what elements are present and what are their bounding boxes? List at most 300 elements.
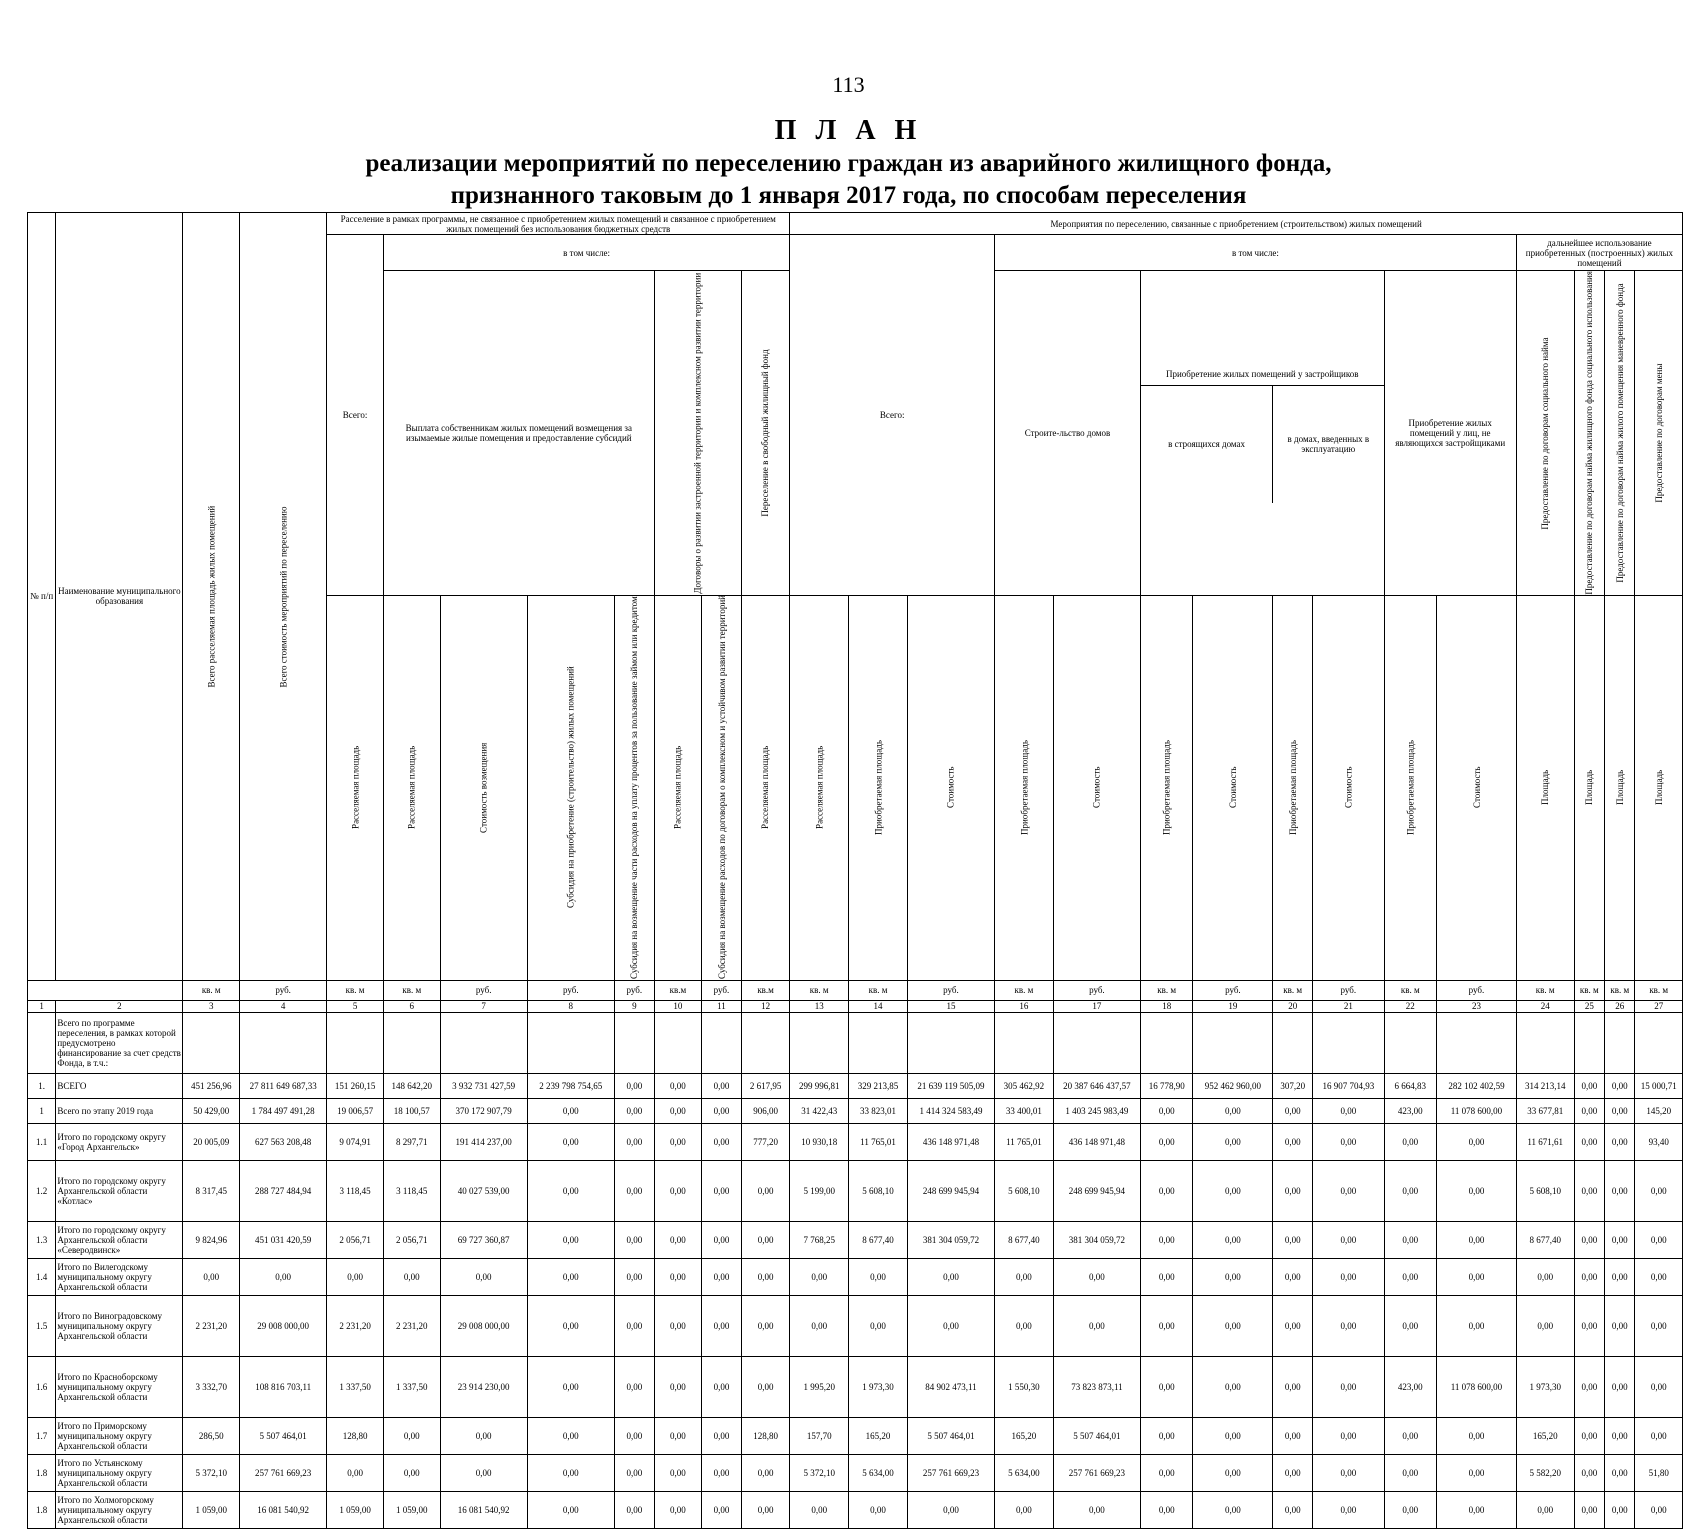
- row-value: 436 148 971,48: [1053, 1123, 1140, 1160]
- row-value: 2 239 798 754,65: [527, 1073, 614, 1098]
- row-value: 0,00: [527, 1098, 614, 1123]
- row-value: 305 462,92: [995, 1073, 1054, 1098]
- header-sub-25: Площадь: [1574, 595, 1604, 980]
- row-value: 1 059,00: [183, 1491, 240, 1528]
- row-value: 3 118,45: [383, 1160, 440, 1221]
- unit-cell: руб.: [1053, 980, 1140, 1000]
- resettlement-plan-table: [27, 212, 1683, 1529]
- row-number: 1.8: [28, 1491, 56, 1528]
- row-value: 7 768,25: [790, 1221, 849, 1258]
- row-value: 257 761 669,23: [240, 1454, 327, 1491]
- unit-cell: кв. м: [1635, 980, 1683, 1000]
- row-value: 8 677,40: [849, 1221, 908, 1258]
- row-name: Итого по Приморскому муниципальному округу Архангельской области: [56, 1417, 183, 1454]
- row-value: [1516, 1012, 1574, 1073]
- row-value: 29 008 000,00: [240, 1295, 327, 1356]
- row-value: 0,00: [527, 1417, 614, 1454]
- row-value: 73 823 873,11: [1053, 1356, 1140, 1417]
- row-value: 0,00: [1273, 1356, 1313, 1417]
- row-value: 288 727 484,94: [240, 1160, 327, 1221]
- row-value: 0,00: [1437, 1491, 1517, 1528]
- row-value: 2 231,20: [183, 1295, 240, 1356]
- header-b-dev-exist: в домах, введенных в эксплуатацию: [1287, 434, 1370, 455]
- row-value: 0,00: [1574, 1258, 1604, 1295]
- row-value: 0,00: [1273, 1491, 1313, 1528]
- unit-cell: кв. м: [1140, 980, 1193, 1000]
- unit-cell: руб.: [907, 980, 994, 1000]
- row-value: 0,00: [702, 1221, 742, 1258]
- row-value: 0,00: [1574, 1098, 1604, 1123]
- row-value: 50 429,00: [183, 1098, 240, 1123]
- row-name: Всего по программе переселения, в рамках которой предусмотрено финансирование за счет средств Фонда, в т.ч.:: [56, 1012, 183, 1073]
- row-value: 10 930,18: [790, 1123, 849, 1160]
- row-value: 0,00: [1437, 1417, 1517, 1454]
- row-value: 0,00: [1193, 1123, 1273, 1160]
- unit-cell: кв. м: [1516, 980, 1574, 1000]
- row-value: 0,00: [741, 1356, 789, 1417]
- column-number: 17: [1053, 1000, 1140, 1012]
- row-value: 5 372,10: [790, 1454, 849, 1491]
- column-number: 23: [1437, 1000, 1517, 1012]
- row-value: 3 932 731 427,59: [440, 1073, 527, 1098]
- row-value: 423,00: [1384, 1098, 1437, 1123]
- row-value: 0,00: [1273, 1098, 1313, 1123]
- row-value: 8 677,40: [1516, 1221, 1574, 1258]
- row-value: 0,00: [1635, 1356, 1683, 1417]
- row-value: 1 337,50: [383, 1356, 440, 1417]
- row-value: 0,00: [654, 1417, 701, 1454]
- row-value: 5 634,00: [995, 1454, 1054, 1491]
- header-b-dev-new: в строящихся домах: [1141, 386, 1273, 503]
- row-value: 0,00: [383, 1417, 440, 1454]
- row-value: 314 213,14: [1516, 1073, 1574, 1098]
- row-value: 5 608,10: [1516, 1160, 1574, 1221]
- unit-cell: руб.: [1193, 980, 1273, 1000]
- row-value: 0,00: [1313, 1491, 1384, 1528]
- row-value: 0,00: [1140, 1123, 1193, 1160]
- row-value: 0,00: [614, 1123, 654, 1160]
- header-a-contracts: Договоры о развитии застроенной территории и комплексном развитии территории: [654, 271, 741, 596]
- row-value: 0,00: [1313, 1258, 1384, 1295]
- row-value: 1 337,50: [327, 1356, 384, 1417]
- row-value: 0,00: [1605, 1356, 1635, 1417]
- column-number: 1: [28, 1000, 56, 1012]
- column-number: 4: [240, 1000, 327, 1012]
- row-value: 0,00: [1384, 1295, 1437, 1356]
- unit-cell: руб.: [440, 980, 527, 1000]
- row-name: Итого по Холмогорскому муниципальному округу Архангельской области: [56, 1491, 183, 1528]
- row-value: 329 213,85: [849, 1073, 908, 1098]
- header-sub-8: Субсидия на приобретение (строительство) жилых помещений: [527, 595, 614, 980]
- row-value: 0,00: [702, 1295, 742, 1356]
- row-value: [1053, 1012, 1140, 1073]
- row-value: 9 824,96: [183, 1221, 240, 1258]
- row-value: 0,00: [527, 1258, 614, 1295]
- row-value: 0,00: [849, 1258, 908, 1295]
- header-sub-24: Площадь: [1516, 595, 1574, 980]
- row-value: 0,00: [1313, 1454, 1384, 1491]
- row-value: 0,00: [1384, 1221, 1437, 1258]
- row-value: [327, 1012, 384, 1073]
- row-value: 3 332,70: [183, 1356, 240, 1417]
- row-value: [849, 1012, 908, 1073]
- row-value: 16 081 540,92: [440, 1491, 527, 1528]
- row-value: 0,00: [702, 1454, 742, 1491]
- row-value: 451 256,96: [183, 1073, 240, 1098]
- row-value: 0,00: [1313, 1221, 1384, 1258]
- header-sub-22: Приобретаемая площадь: [1384, 595, 1437, 980]
- column-number: 14: [849, 1000, 908, 1012]
- column-number: 18: [1140, 1000, 1193, 1012]
- header-sub-6: Расселяемая площадь: [383, 595, 440, 980]
- row-value: 1 403 245 983,49: [1053, 1098, 1140, 1123]
- table-row: [28, 1160, 1683, 1221]
- document-subtitle-line2: признанного таковым до 1 января 2017 года, по способам переселения: [450, 182, 1247, 209]
- row-value: 16 778,90: [1140, 1073, 1193, 1098]
- column-number: 7: [440, 1000, 527, 1012]
- row-value: 307,20: [1273, 1073, 1313, 1098]
- row-value: [654, 1012, 701, 1073]
- row-value: 627 563 208,48: [240, 1123, 327, 1160]
- row-value: 0,00: [1384, 1491, 1437, 1528]
- column-number: 25: [1574, 1000, 1604, 1012]
- row-value: 952 462 960,00: [1193, 1073, 1273, 1098]
- row-value: 0,00: [1140, 1295, 1193, 1356]
- row-value: 436 148 971,48: [907, 1123, 994, 1160]
- row-number: 1.8: [28, 1454, 56, 1491]
- row-value: 0,00: [702, 1098, 742, 1123]
- row-value: 69 727 360,87: [440, 1221, 527, 1258]
- table-row: [28, 1417, 1683, 1454]
- row-value: 0,00: [1437, 1295, 1517, 1356]
- row-value: 0,00: [527, 1356, 614, 1417]
- header-sub-27: Площадь: [1635, 595, 1683, 980]
- unit-cell: руб.: [240, 980, 327, 1000]
- row-value: 0,00: [1384, 1160, 1437, 1221]
- column-number: 8: [527, 1000, 614, 1012]
- row-value: 11 671,61: [1516, 1123, 1574, 1160]
- row-value: 1 059,00: [327, 1491, 384, 1528]
- header-sub-23: Стоимость: [1437, 595, 1517, 980]
- table-row: [28, 1098, 1683, 1123]
- row-value: [1273, 1012, 1313, 1073]
- row-value: 777,20: [741, 1123, 789, 1160]
- row-value: 2 617,95: [741, 1073, 789, 1098]
- row-value: 0,00: [741, 1491, 789, 1528]
- row-value: 20 387 646 437,57: [1053, 1073, 1140, 1098]
- row-value: 165,20: [1516, 1417, 1574, 1454]
- header-further-4: Предоставление по договорам мены: [1635, 271, 1683, 596]
- header-further-1: Предоставление по договорам социального найма: [1516, 271, 1574, 596]
- row-number: 1.: [28, 1073, 56, 1098]
- row-value: 31 422,43: [790, 1098, 849, 1123]
- row-value: 1 973,30: [1516, 1356, 1574, 1417]
- row-value: 0,00: [654, 1123, 701, 1160]
- table-row: [28, 1012, 1683, 1073]
- row-value: 0,00: [790, 1258, 849, 1295]
- row-name: Итого по Устьянскому муниципальному округу Архангельской области: [56, 1454, 183, 1491]
- row-value: 0,00: [702, 1491, 742, 1528]
- row-value: 0,00: [995, 1491, 1054, 1528]
- row-value: 5 507 464,01: [240, 1417, 327, 1454]
- document-subtitle-line1: реализации мероприятий по переселению граждан из аварийного жилищного фонда,: [365, 150, 1332, 177]
- row-value: 0,00: [1140, 1160, 1193, 1221]
- header-name: Наименование муниципального образования: [56, 213, 183, 981]
- row-value: 0,00: [654, 1258, 701, 1295]
- row-value: 0,00: [1574, 1123, 1604, 1160]
- row-value: 0,00: [1437, 1123, 1517, 1160]
- header-sub-19: Стоимость: [1193, 595, 1273, 980]
- column-number: 22: [1384, 1000, 1437, 1012]
- column-number: 24: [1516, 1000, 1574, 1012]
- table-row: [28, 1491, 1683, 1528]
- row-value: 0,00: [1574, 1417, 1604, 1454]
- row-value: 2 056,71: [327, 1221, 384, 1258]
- row-value: 0,00: [440, 1417, 527, 1454]
- row-value: 248 699 945,94: [907, 1160, 994, 1221]
- table-row: [28, 1356, 1683, 1417]
- unit-cell: руб.: [527, 980, 614, 1000]
- row-value: 0,00: [1193, 1454, 1273, 1491]
- column-number: 15: [907, 1000, 994, 1012]
- row-value: 0,00: [702, 1258, 742, 1295]
- row-value: 0,00: [790, 1295, 849, 1356]
- row-value: 0,00: [1605, 1123, 1635, 1160]
- unit-cell: кв. м: [327, 980, 384, 1000]
- header-b-developers: Приобретение жилых помещений у застройщиков: [1141, 363, 1384, 386]
- row-value: [1635, 1012, 1683, 1073]
- row-value: 0,00: [1313, 1098, 1384, 1123]
- row-value: 0,00: [907, 1258, 994, 1295]
- row-number: 1.3: [28, 1221, 56, 1258]
- row-value: 0,00: [1605, 1098, 1635, 1123]
- row-value: 0,00: [1574, 1295, 1604, 1356]
- header-sub-5: Расселяемая площадь: [327, 595, 384, 980]
- header-sub-12: Расселяемая площадь: [741, 595, 789, 980]
- row-value: 128,80: [327, 1417, 384, 1454]
- row-value: 0,00: [702, 1356, 742, 1417]
- row-value: 282 102 402,59: [1437, 1073, 1517, 1098]
- row-number: 1.4: [28, 1258, 56, 1295]
- document-title: П Л А Н: [774, 115, 923, 146]
- row-value: 23 914 230,00: [440, 1356, 527, 1417]
- row-value: 20 005,09: [183, 1123, 240, 1160]
- row-value: 0,00: [1140, 1221, 1193, 1258]
- row-value: 0,00: [1273, 1123, 1313, 1160]
- row-value: 9 074,91: [327, 1123, 384, 1160]
- unit-cell: кв. м: [849, 980, 908, 1000]
- column-number: 19: [1193, 1000, 1273, 1012]
- column-number: 5: [327, 1000, 384, 1012]
- row-value: 0,00: [383, 1258, 440, 1295]
- row-value: 0,00: [1516, 1295, 1574, 1356]
- row-value: 16 081 540,92: [240, 1491, 327, 1528]
- row-value: 0,00: [741, 1258, 789, 1295]
- row-value: 0,00: [1193, 1491, 1273, 1528]
- row-value: 5 199,00: [790, 1160, 849, 1221]
- row-value: 0,00: [1053, 1258, 1140, 1295]
- row-value: 0,00: [614, 1454, 654, 1491]
- row-value: 0,00: [1605, 1491, 1635, 1528]
- row-value: [383, 1012, 440, 1073]
- row-value: 257 761 669,23: [1053, 1454, 1140, 1491]
- row-value: 0,00: [1273, 1295, 1313, 1356]
- row-value: 0,00: [527, 1454, 614, 1491]
- row-value: 0,00: [1574, 1160, 1604, 1221]
- unit-cell: кв. м: [1384, 980, 1437, 1000]
- row-value: 0,00: [1516, 1491, 1574, 1528]
- row-value: 0,00: [1605, 1160, 1635, 1221]
- row-value: 2 231,20: [383, 1295, 440, 1356]
- column-number: 10: [654, 1000, 701, 1012]
- row-value: 0,00: [849, 1295, 908, 1356]
- row-value: [790, 1012, 849, 1073]
- row-value: [1193, 1012, 1273, 1073]
- row-value: 381 304 059,72: [907, 1221, 994, 1258]
- table-row: [28, 1123, 1683, 1160]
- header-sub-26: Площадь: [1605, 595, 1635, 980]
- unit-cell: руб.: [614, 980, 654, 1000]
- table-row: [28, 1295, 1683, 1356]
- column-number: 12: [741, 1000, 789, 1012]
- row-value: 0,00: [654, 1098, 701, 1123]
- row-name: Итого по Красноборскому муниципальному округу Архангельской области: [56, 1356, 183, 1417]
- row-name: Всего по этапу 2019 года: [56, 1098, 183, 1123]
- row-value: 21 639 119 505,09: [907, 1073, 994, 1098]
- row-value: 0,00: [654, 1454, 701, 1491]
- row-value: 0,00: [1273, 1417, 1313, 1454]
- row-number: 1.5: [28, 1295, 56, 1356]
- row-value: 0,00: [1635, 1295, 1683, 1356]
- header-sub-14: Приобретаемая площадь: [849, 595, 908, 980]
- row-value: 423,00: [1384, 1356, 1437, 1417]
- row-value: 0,00: [1635, 1417, 1683, 1454]
- row-value: 0,00: [790, 1491, 849, 1528]
- row-value: 0,00: [654, 1491, 701, 1528]
- row-value: 370 172 907,79: [440, 1098, 527, 1123]
- header-further-use: дальнейшее использование приобретенных (построенных) жилых помещений: [1516, 235, 1682, 271]
- row-value: 0,00: [849, 1491, 908, 1528]
- column-number: 3: [183, 1000, 240, 1012]
- row-value: 151 260,15: [327, 1073, 384, 1098]
- row-value: 0,00: [654, 1356, 701, 1417]
- row-value: 8 317,45: [183, 1160, 240, 1221]
- row-value: 8 677,40: [995, 1221, 1054, 1258]
- row-value: 381 304 059,72: [1053, 1221, 1140, 1258]
- unit-cell: кв. м: [383, 980, 440, 1000]
- row-value: 93,40: [1635, 1123, 1683, 1160]
- row-value: 0,00: [741, 1454, 789, 1491]
- row-value: 0,00: [1193, 1417, 1273, 1454]
- row-value: 0,00: [1635, 1160, 1683, 1221]
- row-value: 5 507 464,01: [907, 1417, 994, 1454]
- header-a-free-fund: Переселение в свободный жилищный фонд: [741, 271, 789, 596]
- row-value: 0,00: [527, 1221, 614, 1258]
- header-total-cost: Всего стоимость мероприятий по переселению: [240, 213, 327, 981]
- row-value: 0,00: [1437, 1160, 1517, 1221]
- row-value: 33 400,01: [995, 1098, 1054, 1123]
- column-number: 6: [383, 1000, 440, 1012]
- row-value: 257 761 669,23: [907, 1454, 994, 1491]
- header-b-build: Строите-льство домов: [995, 271, 1141, 596]
- header-sub-20: Приобретаемая площадь: [1273, 595, 1313, 980]
- row-value: 0,00: [1605, 1073, 1635, 1098]
- row-name: Итого по городскому округу Архангельской области «Котлас»: [56, 1160, 183, 1221]
- row-value: 0,00: [741, 1295, 789, 1356]
- row-value: [183, 1012, 240, 1073]
- row-value: 5 634,00: [849, 1454, 908, 1491]
- row-value: 0,00: [741, 1160, 789, 1221]
- row-value: 0,00: [1193, 1258, 1273, 1295]
- row-value: 0,00: [1574, 1491, 1604, 1528]
- row-value: 11 078 600,00: [1437, 1098, 1517, 1123]
- row-number: [28, 1012, 56, 1073]
- row-value: [741, 1012, 789, 1073]
- header-no: № п/п: [28, 213, 56, 981]
- column-number: 21: [1313, 1000, 1384, 1012]
- row-value: 40 027 539,00: [440, 1160, 527, 1221]
- row-value: [440, 1012, 527, 1073]
- row-value: 0,00: [614, 1295, 654, 1356]
- row-value: 451 031 420,59: [240, 1221, 327, 1258]
- row-value: 33 677,81: [1516, 1098, 1574, 1123]
- row-value: 0,00: [440, 1454, 527, 1491]
- row-value: 5 608,10: [995, 1160, 1054, 1221]
- row-value: 0,00: [1574, 1221, 1604, 1258]
- row-value: 0,00: [614, 1356, 654, 1417]
- row-value: 84 902 473,11: [907, 1356, 994, 1417]
- row-value: 0,00: [1140, 1258, 1193, 1295]
- row-name: Итого по городскому округу «Город Архангельск»: [56, 1123, 183, 1160]
- row-value: 0,00: [240, 1258, 327, 1295]
- row-value: 5 608,10: [849, 1160, 908, 1221]
- row-value: 0,00: [907, 1491, 994, 1528]
- unit-cell: руб.: [1437, 980, 1517, 1000]
- table-row: [28, 1221, 1683, 1258]
- row-value: 0,00: [1193, 1356, 1273, 1417]
- header-further-3: Предоставление по договорам найма жилого помещения маневренного фонда: [1605, 271, 1635, 596]
- row-name: Итого по Вилегодскому муниципальному округу Архангельской области: [56, 1258, 183, 1295]
- column-number: 20: [1273, 1000, 1313, 1012]
- table-row: [28, 1454, 1683, 1491]
- row-number: 1.1: [28, 1123, 56, 1160]
- row-value: 0,00: [440, 1258, 527, 1295]
- row-value: 0,00: [1635, 1258, 1683, 1295]
- row-number: 1.7: [28, 1417, 56, 1454]
- row-value: 0,00: [1605, 1295, 1635, 1356]
- row-value: 0,00: [1605, 1221, 1635, 1258]
- row-value: 1 059,00: [383, 1491, 440, 1528]
- row-value: [1574, 1012, 1604, 1073]
- table-row: [28, 1073, 1683, 1098]
- unit-cell: кв.м: [654, 980, 701, 1000]
- header-a-incl: в том числе:: [383, 235, 789, 271]
- row-value: 19 006,57: [327, 1098, 384, 1123]
- row-value: 0,00: [1516, 1258, 1574, 1295]
- row-value: [1313, 1012, 1384, 1073]
- header-a-total: Всего:: [327, 235, 384, 596]
- column-number: 26: [1605, 1000, 1635, 1012]
- row-value: 1 973,30: [849, 1356, 908, 1417]
- row-value: [614, 1012, 654, 1073]
- row-value: 0,00: [1273, 1160, 1313, 1221]
- row-value: 0,00: [1313, 1295, 1384, 1356]
- row-value: 1 995,20: [790, 1356, 849, 1417]
- row-value: 0,00: [614, 1221, 654, 1258]
- row-value: 16 907 704,93: [1313, 1073, 1384, 1098]
- row-value: 108 816 703,11: [240, 1356, 327, 1417]
- row-value: 3 118,45: [327, 1160, 384, 1221]
